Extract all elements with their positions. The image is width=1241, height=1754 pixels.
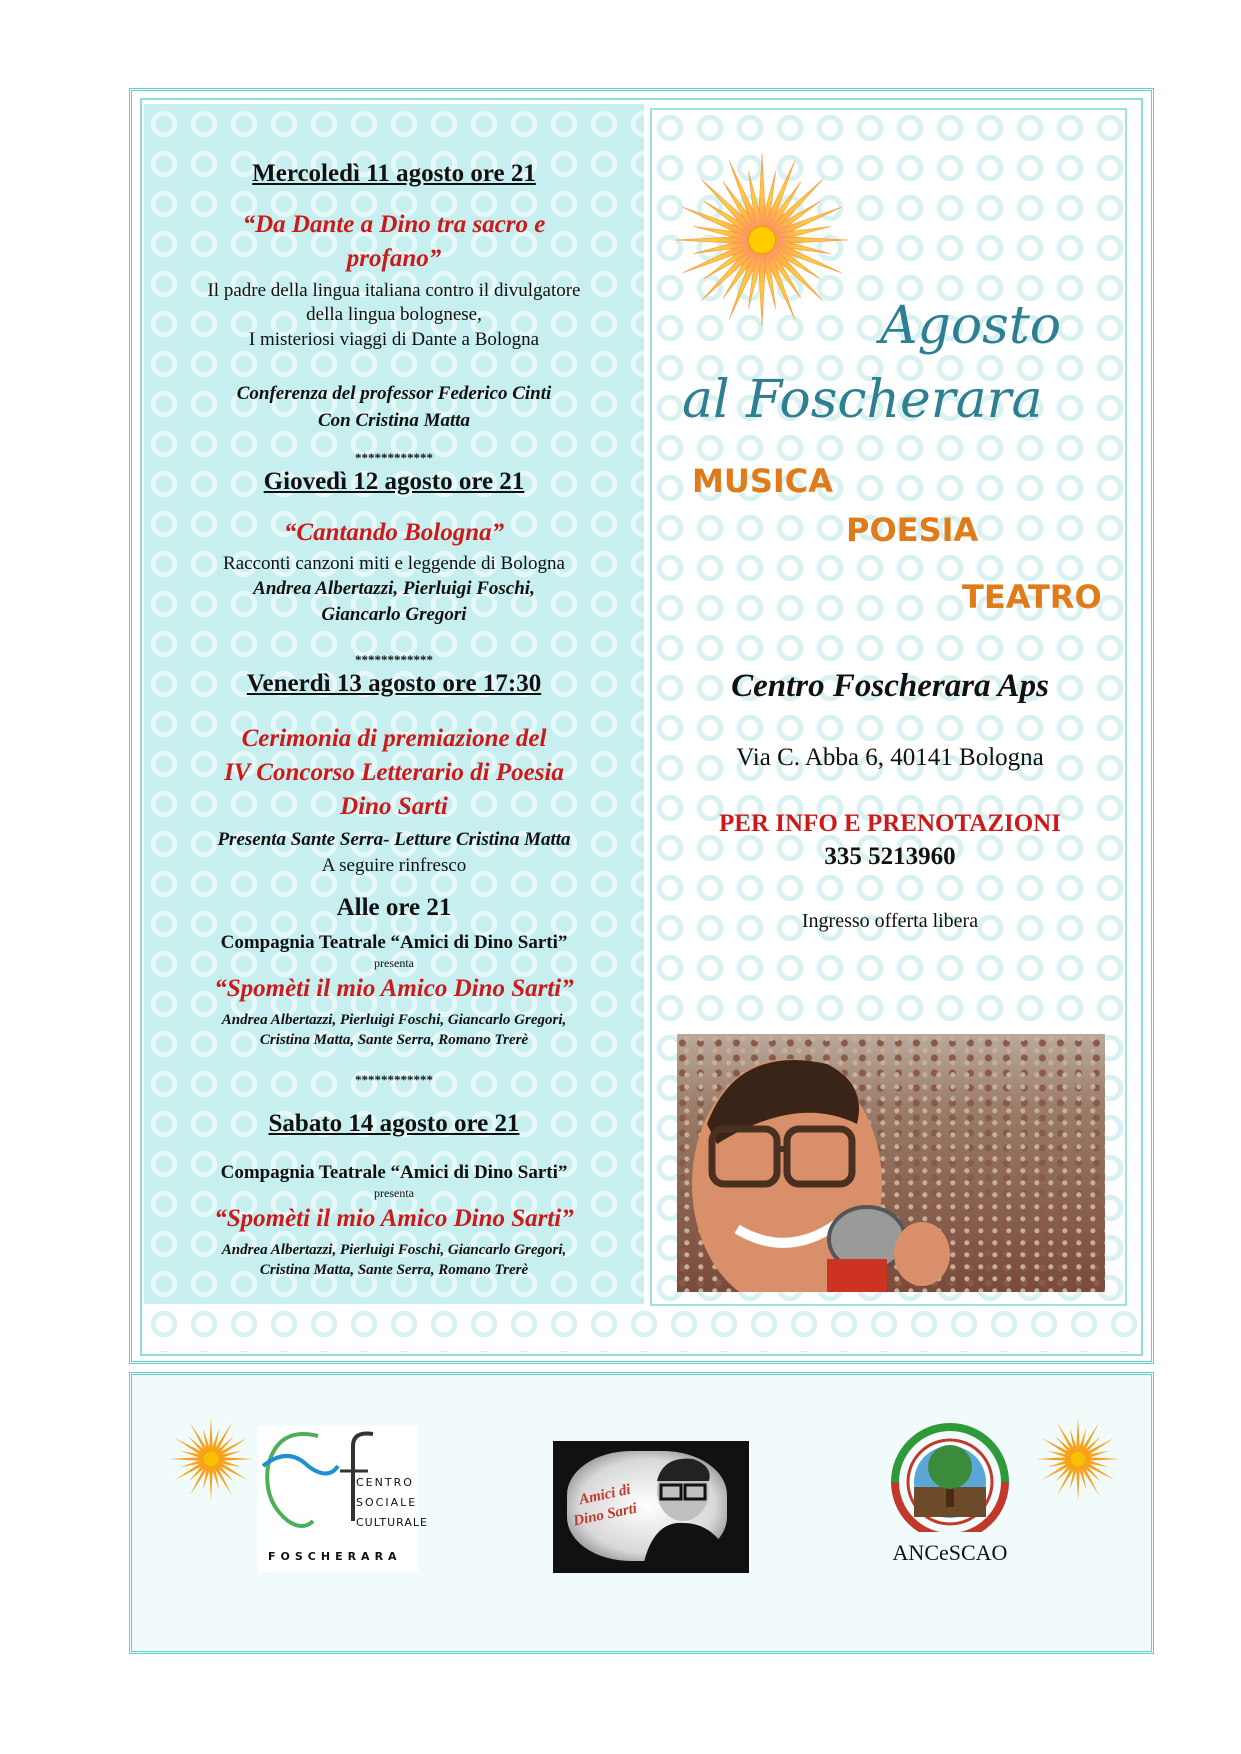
- tag-musica: MUSICA: [692, 462, 834, 500]
- sun-icon: [672, 150, 852, 330]
- csc-line1: CENTRO: [356, 1476, 414, 1489]
- sun-ray: [1076, 1417, 1080, 1452]
- sun-ray: [209, 1417, 213, 1452]
- saturday-show-title: “Spomèti il mio Amico Dino Sarti”: [214, 1205, 574, 1232]
- wednesday-desc-line3: I misteriosi viaggi di Dante a Bologna: [248, 329, 540, 350]
- friday-show-title: “Spomèti il mio Amico Dino Sarti”: [214, 975, 574, 1002]
- separator: ************: [355, 652, 433, 667]
- amici-line1: Amici di: [577, 1481, 633, 1509]
- wednesday-desc-line1: Il padre della lingua italiana contro il divulgatore: [207, 280, 581, 301]
- venue-name: Centro Foscherara Aps: [731, 668, 1049, 704]
- friday-title-line3: Dino Sarti: [340, 793, 448, 820]
- info-label: PER INFO E PRENOTAZIONI: [719, 810, 1061, 837]
- amici-dino-sarti-logo: [553, 1441, 749, 1573]
- sun-ray: [1076, 1466, 1080, 1501]
- thursday-heading: Giovedì 12 agosto ore 21: [263, 468, 525, 495]
- amici-line2: Dino Sarti: [571, 1500, 639, 1530]
- ancescao-logo: [880, 1422, 1020, 1572]
- tag-poesia: POESIA: [846, 511, 979, 549]
- event-title-line2: al Foscherara: [682, 370, 1043, 430]
- friday-credit: Presenta Sante Serra- Letture Cristina Matta: [217, 829, 571, 850]
- thursday-desc: Racconti canzoni miti e leggende di Bologna: [223, 553, 565, 574]
- sun-ray: [209, 1466, 213, 1501]
- wednesday-credit-line1: Conferenza del professor Federico Cinti: [236, 383, 552, 404]
- entry-note: Ingresso offerta libera: [801, 910, 979, 932]
- info-phone: 335 5213960: [824, 843, 956, 870]
- program-panel: [144, 104, 644, 1304]
- friday-presents: presenta: [374, 956, 414, 970]
- friday-title-line1: Cerimonia di premiazione del: [241, 725, 547, 752]
- csc-line3: CULTURALE: [356, 1516, 428, 1529]
- saturday-presents: presenta: [374, 1186, 414, 1200]
- thursday-credit-line2: Giancarlo Gregori: [321, 604, 467, 625]
- thursday-title: “Cantando Bologna”: [283, 519, 505, 546]
- tag-teatro: TEATRO: [962, 578, 1102, 616]
- separator: ************: [355, 1072, 433, 1087]
- wednesday-title-line1: “Da Dante a Dino tra sacro e: [242, 211, 546, 238]
- ancescao-name: ANCeSCAO: [892, 1540, 1008, 1565]
- sun-ray: [218, 1457, 253, 1461]
- friday-note: A seguire rinfresco: [321, 855, 467, 876]
- sun-icon: [166, 1414, 256, 1504]
- csc-name: FOSCHERARA: [268, 1550, 402, 1563]
- friday-company: Compagnia Teatrale “Amici di Dino Sarti”: [220, 932, 568, 953]
- wednesday-title-line2: profano”: [346, 245, 442, 272]
- saturday-cast-line1: Andrea Albertazzi, Pierluigi Foschi, Giancarlo Gregori,: [221, 1242, 567, 1258]
- bottom-strip-background: [144, 1304, 1140, 1352]
- sun-ray: [169, 1457, 204, 1461]
- saturday-heading: Sabato 14 agosto ore 21: [268, 1110, 520, 1137]
- sun-icon: [1033, 1414, 1123, 1504]
- friday-cast-line2: Cristina Matta, Sante Serra, Romano Trerè: [259, 1032, 529, 1048]
- wednesday-heading: Mercoledì 11 agosto ore 21: [252, 160, 536, 187]
- friday-heading: Venerdì 13 agosto ore 17:30: [246, 670, 542, 697]
- saturday-cast-line2: Cristina Matta, Sante Serra, Romano Trerè: [259, 1262, 529, 1278]
- wednesday-credit-line2: Con Cristina Matta: [317, 410, 471, 431]
- dino-sarti-photo: [677, 1034, 1105, 1292]
- sun-ray: [1036, 1457, 1071, 1461]
- event-title-line1: Agosto: [880, 296, 1062, 356]
- venue-address: Via C. Abba 6, 40141 Bologna: [736, 744, 1044, 771]
- wednesday-desc-line2: della lingua bolognese,: [306, 304, 482, 325]
- sun-ray: [1085, 1457, 1120, 1461]
- separator: ************: [355, 450, 433, 465]
- thursday-credit-line1: Andrea Albertazzi, Pierluigi Foschi,: [253, 578, 535, 599]
- friday-cast-line1: Andrea Albertazzi, Pierluigi Foschi, Giancarlo Gregori,: [221, 1012, 567, 1028]
- friday-evening-heading: Alle ore 21: [336, 894, 452, 921]
- centro-sociale-logo: [258, 1426, 428, 1572]
- saturday-company: Compagnia Teatrale “Amici di Dino Sarti”: [220, 1162, 568, 1183]
- csc-line2: SOCIALE: [356, 1496, 418, 1509]
- friday-title-line2: IV Concorso Letterario di Poesia: [224, 759, 564, 786]
